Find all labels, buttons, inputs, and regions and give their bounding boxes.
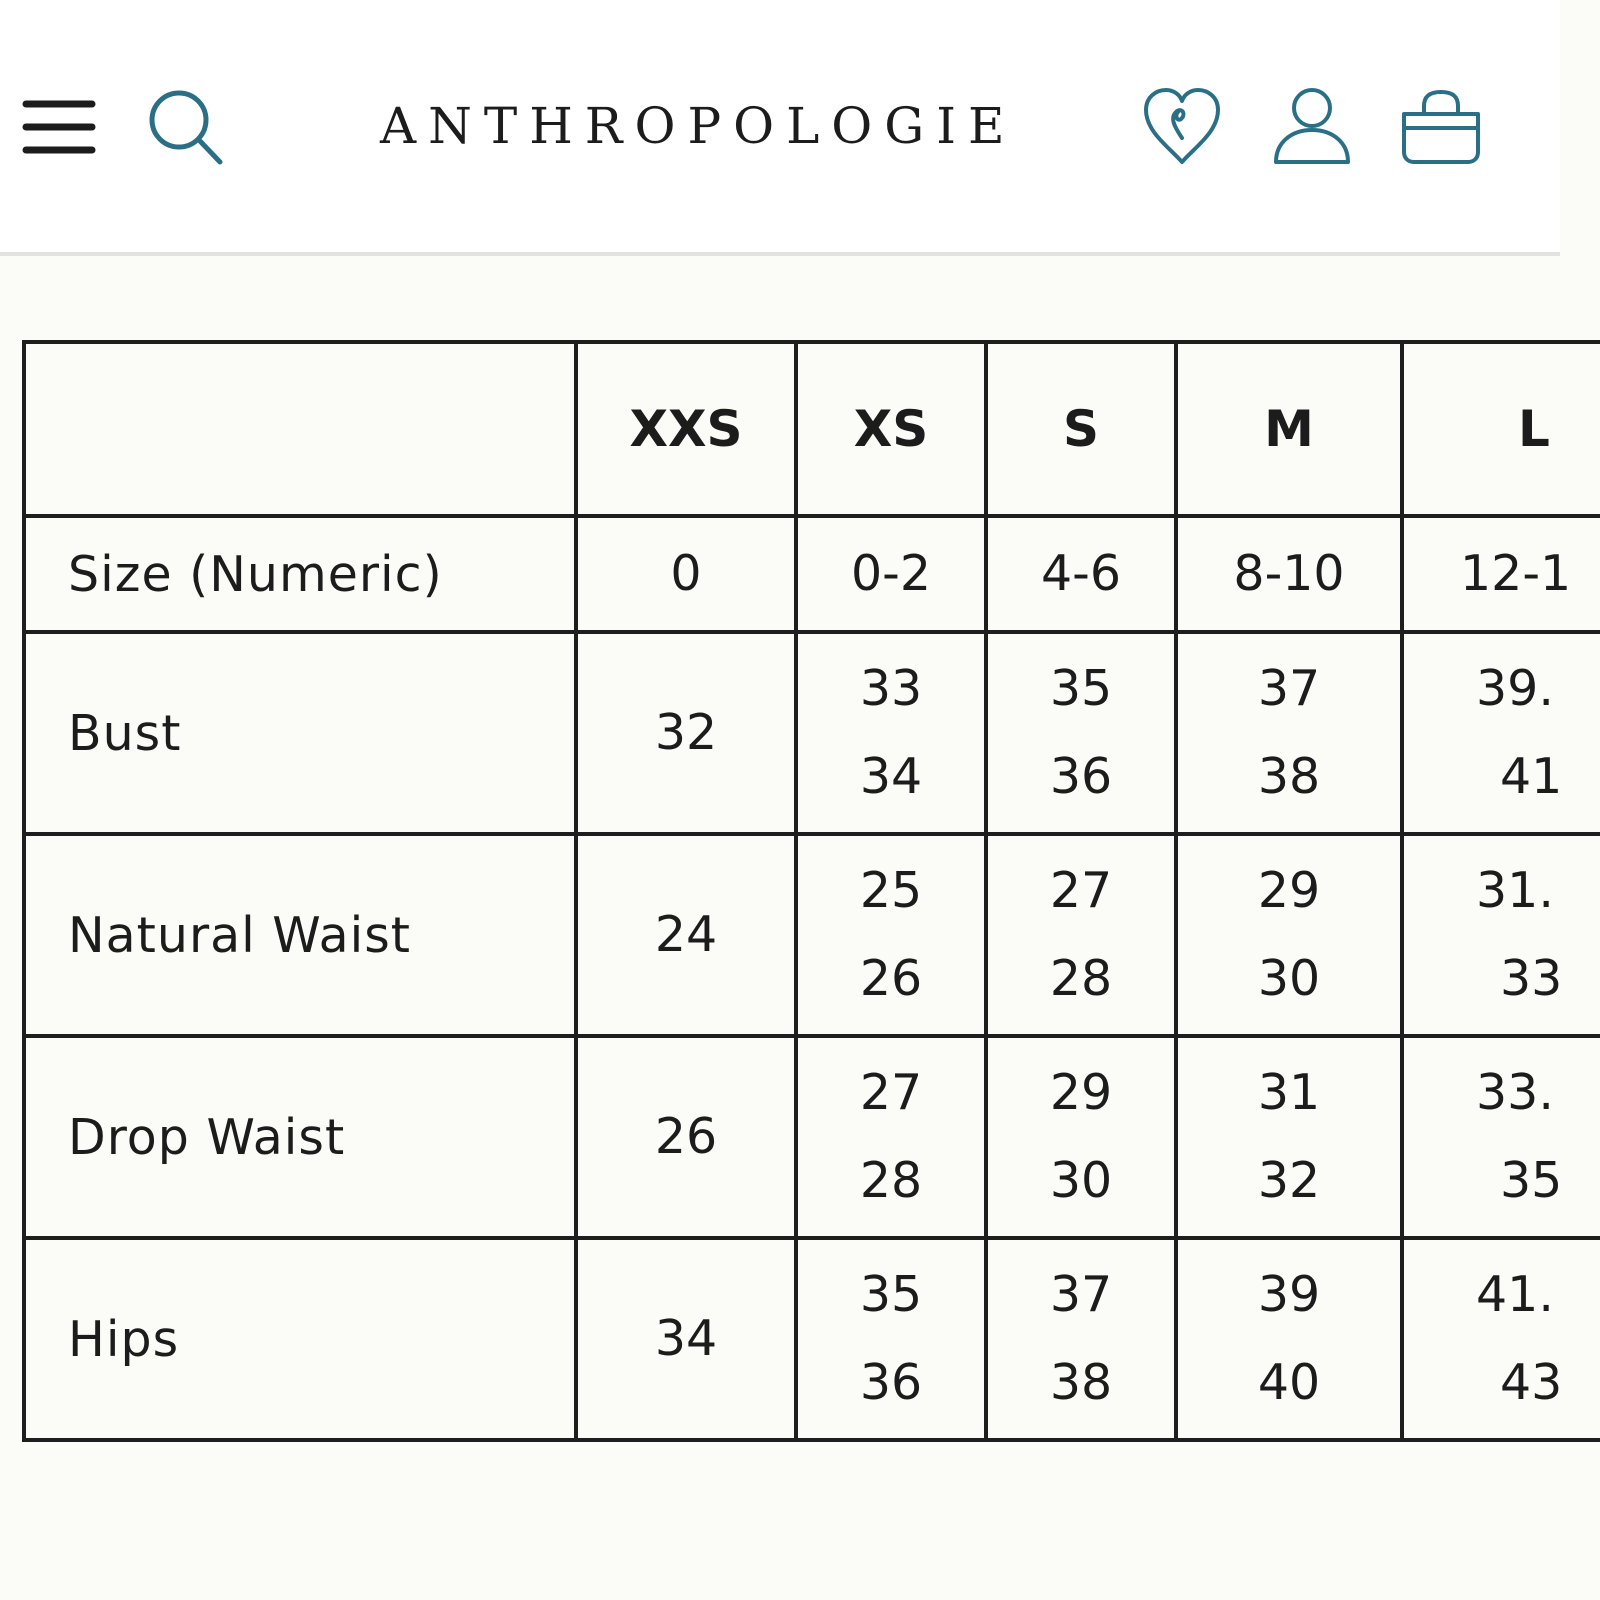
size-value-cell [796,1036,986,1238]
size-chart-table [22,340,1600,1442]
size-value: 40 [1257,1354,1321,1411]
size-value: 41 [1500,748,1563,805]
site-header [0,0,1560,256]
size-value-cell [986,1036,1176,1238]
size-value-cell [986,516,1176,632]
size-value: 39. [1476,660,1554,717]
size-value: 41. [1476,1266,1554,1323]
size-value: 36 [1049,748,1113,805]
row-label: Drop Waist [24,1036,576,1238]
size-value: 35 [1500,1152,1563,1209]
size-value-cell [796,834,986,1036]
hips-row [24,1238,1600,1440]
size-value-cell [1402,834,1600,1036]
size-value-cell [1402,1036,1600,1238]
size-value: 29 [1257,862,1321,919]
size-value: 30 [1049,1152,1113,1209]
size-value-cell [1176,1238,1402,1440]
size-value: 39 [1257,1266,1321,1323]
row-label: Size (Numeric) [24,516,576,632]
account-icon[interactable] [1270,86,1354,168]
size-value: 25 [859,862,923,919]
brand-logo[interactable]: ANTHROPOLOGIE [380,97,1017,155]
size-value-cell [796,1238,986,1440]
drop-waist-row [24,1036,1600,1238]
size-value: 34 [654,1310,718,1367]
size-value-cell [986,834,1176,1036]
size-value: 0 [670,545,702,602]
size-value: 33 [859,660,923,717]
bag-icon[interactable] [1398,86,1484,166]
size-value: 32 [654,704,718,761]
size-value: 26 [859,950,923,1007]
size-value: 31. [1476,862,1554,919]
size-value-cell [796,516,986,632]
size-value-cell [1176,834,1402,1036]
bust-row [24,632,1600,834]
size-value: 34 [859,748,923,805]
size-value-cell [1402,516,1600,632]
header-cell-xxs: XXS [576,342,796,516]
size-chart-container [22,340,1600,1470]
size-header-row [24,342,1600,516]
size-value: 8-10 [1233,545,1345,602]
size-value: 33 [1500,950,1563,1007]
size-value-cell [1176,1036,1402,1238]
size-value: 43 [1500,1354,1563,1411]
size-value: 0-2 [850,545,932,602]
header-cell-m: M [1176,342,1402,516]
header-cell-l: L [1402,342,1600,516]
size-value: 4-6 [1040,545,1122,602]
row-label: Natural Waist [24,834,576,1036]
size-value: 29 [1049,1064,1113,1121]
size-value-cell [986,1238,1176,1440]
size-value-cell [576,1036,796,1238]
size-value: 30 [1257,950,1321,1007]
search-icon[interactable] [146,88,228,168]
size-value-cell [1402,632,1600,834]
size-value-cell [576,834,796,1036]
size-value: 38 [1049,1354,1113,1411]
menu-icon[interactable] [22,96,96,156]
size-value-cell [1176,632,1402,834]
size-value: 28 [859,1152,923,1209]
size-value: 32 [1257,1152,1321,1209]
size-value: 35 [859,1266,923,1323]
header-cell-s: S [986,342,1176,516]
size-value: 37 [1049,1266,1113,1323]
size-value-cell [1402,1238,1600,1440]
size-value: 12-1 [1460,545,1572,602]
size-value: 36 [859,1354,923,1411]
size-value: 31 [1257,1064,1321,1121]
size-value: 27 [859,1064,923,1121]
size-value-cell [576,632,796,834]
size-value-cell [796,632,986,834]
size-value: 37 [1257,660,1321,717]
size-value-cell [576,1238,796,1440]
size-value: 35 [1049,660,1113,717]
size-value-cell [986,632,1176,834]
size-value-cell [1176,516,1402,632]
row-label: Bust [24,632,576,834]
size-value-cell [576,516,796,632]
header-cell-blank [24,342,576,516]
size-value: 38 [1257,748,1321,805]
header-cell-xs: XS [796,342,986,516]
size-value: 24 [654,906,718,963]
natural-waist-row [24,834,1600,1036]
row-label: Hips [24,1238,576,1440]
size-value: 33. [1476,1064,1554,1121]
size-value: 26 [654,1108,718,1165]
size-value: 28 [1049,950,1113,1007]
heart-icon[interactable] [1140,86,1224,166]
size-value: 27 [1049,862,1113,919]
size-numeric-row [24,516,1600,632]
